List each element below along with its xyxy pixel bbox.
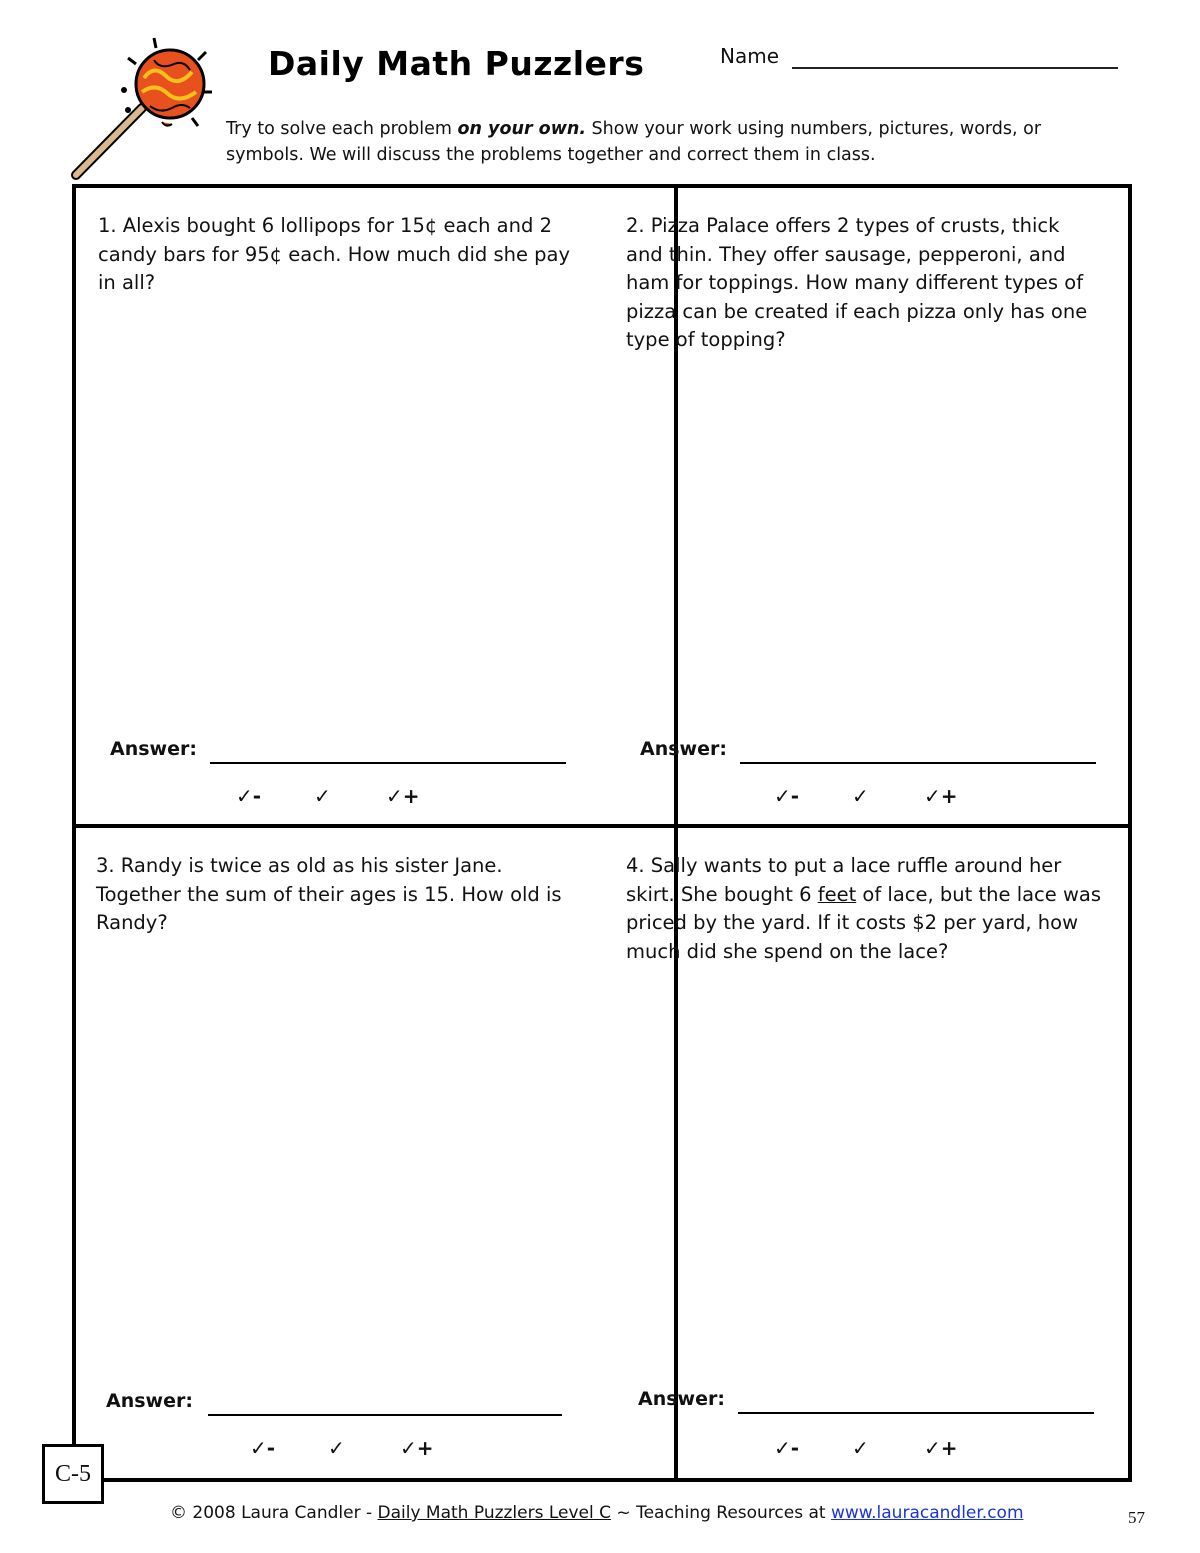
answer-label: Answer: <box>640 738 727 760</box>
check-minus-icon: ✓- <box>774 784 800 808</box>
footer-book-title: Daily Math Puzzlers Level C <box>377 1503 612 1523</box>
problem-4-text-part: of lace, but the lace was priced by the yard. If it costs $2 per yard, how much did she spend on the lace? <box>626 882 1102 963</box>
answer-label: Answer: <box>110 738 197 760</box>
answer-line-1[interactable] <box>210 762 566 764</box>
check-minus-icon: ✓- <box>774 1436 800 1460</box>
check-plus-icon: ✓+ <box>924 784 958 808</box>
check-icon: ✓ <box>852 784 869 808</box>
check-scale-3 <box>250 1436 434 1460</box>
check-icon: ✓ <box>852 1436 869 1460</box>
problem-4-text-part: 4. Sally wants to put a lace ruffle around her skirt. She bought 6 <box>626 854 1062 906</box>
grid-divider-vertical <box>674 188 678 1478</box>
instructions <box>226 116 1106 168</box>
check-plus-icon: ✓+ <box>386 784 420 808</box>
instructions-text: Try to solve each problem <box>226 119 458 139</box>
answer-line-2[interactable] <box>740 762 1096 764</box>
page-title: Daily Math Puzzlers <box>268 44 645 83</box>
footer-separator: ~ Teaching Resources at <box>611 1503 831 1523</box>
check-plus-icon: ✓+ <box>924 1436 958 1460</box>
answer-line-4[interactable] <box>738 1412 1094 1414</box>
check-plus-icon: ✓+ <box>400 1436 434 1460</box>
answer-label: Answer: <box>638 1388 725 1410</box>
check-scale-1 <box>236 784 420 808</box>
problem-3-text: 3. Randy is twice as old as his sister Jane. Together the sum of their ages is 15. How old is Randy? <box>96 854 562 934</box>
problem-4-text <box>626 852 1106 966</box>
lollipop-icon <box>58 30 218 185</box>
footer <box>170 1503 1024 1523</box>
answer-label: Answer: <box>106 1390 193 1412</box>
check-minus-icon: ✓- <box>250 1436 276 1460</box>
problem-1-text: 1. Alexis bought 6 lollipops for 15¢ each and 2 candy bars for 95¢ each. How much did she pay in all? <box>98 214 571 294</box>
check-icon: ✓ <box>314 784 331 808</box>
problem-2-text: 2. Pizza Palace offers 2 types of crusts, thick and thin. They offer sausage, pepperoni, and ham for toppings. How many different types of pizza can be created if each pizza only has one type of topping? <box>626 214 1088 351</box>
name-label: Name <box>720 44 780 68</box>
page-number: 57 <box>1128 1508 1145 1527</box>
grid-divider-horizontal <box>76 824 1128 828</box>
problem-grid <box>72 184 1132 1482</box>
answer-line-3[interactable] <box>208 1414 562 1416</box>
check-scale-4 <box>774 1436 958 1460</box>
check-minus-icon: ✓- <box>236 784 262 808</box>
level-code-box: C-5 <box>42 1444 104 1504</box>
instructions-emphasis: on your own. <box>457 119 586 139</box>
footer-website-link[interactable]: www.lauracandler.com <box>830 1503 1024 1523</box>
problem-4-underlined-word: feet <box>817 882 857 906</box>
check-icon: ✓ <box>328 1436 345 1460</box>
instructions-text: Show your work using numbers, pictures, words, or symbols. We will discuss the problems together and correct them in class. <box>226 119 1042 165</box>
name-field-line[interactable] <box>792 67 1118 69</box>
footer-copyright: © 2008 Laura Candler - <box>170 1503 378 1523</box>
check-scale-2 <box>774 784 958 808</box>
